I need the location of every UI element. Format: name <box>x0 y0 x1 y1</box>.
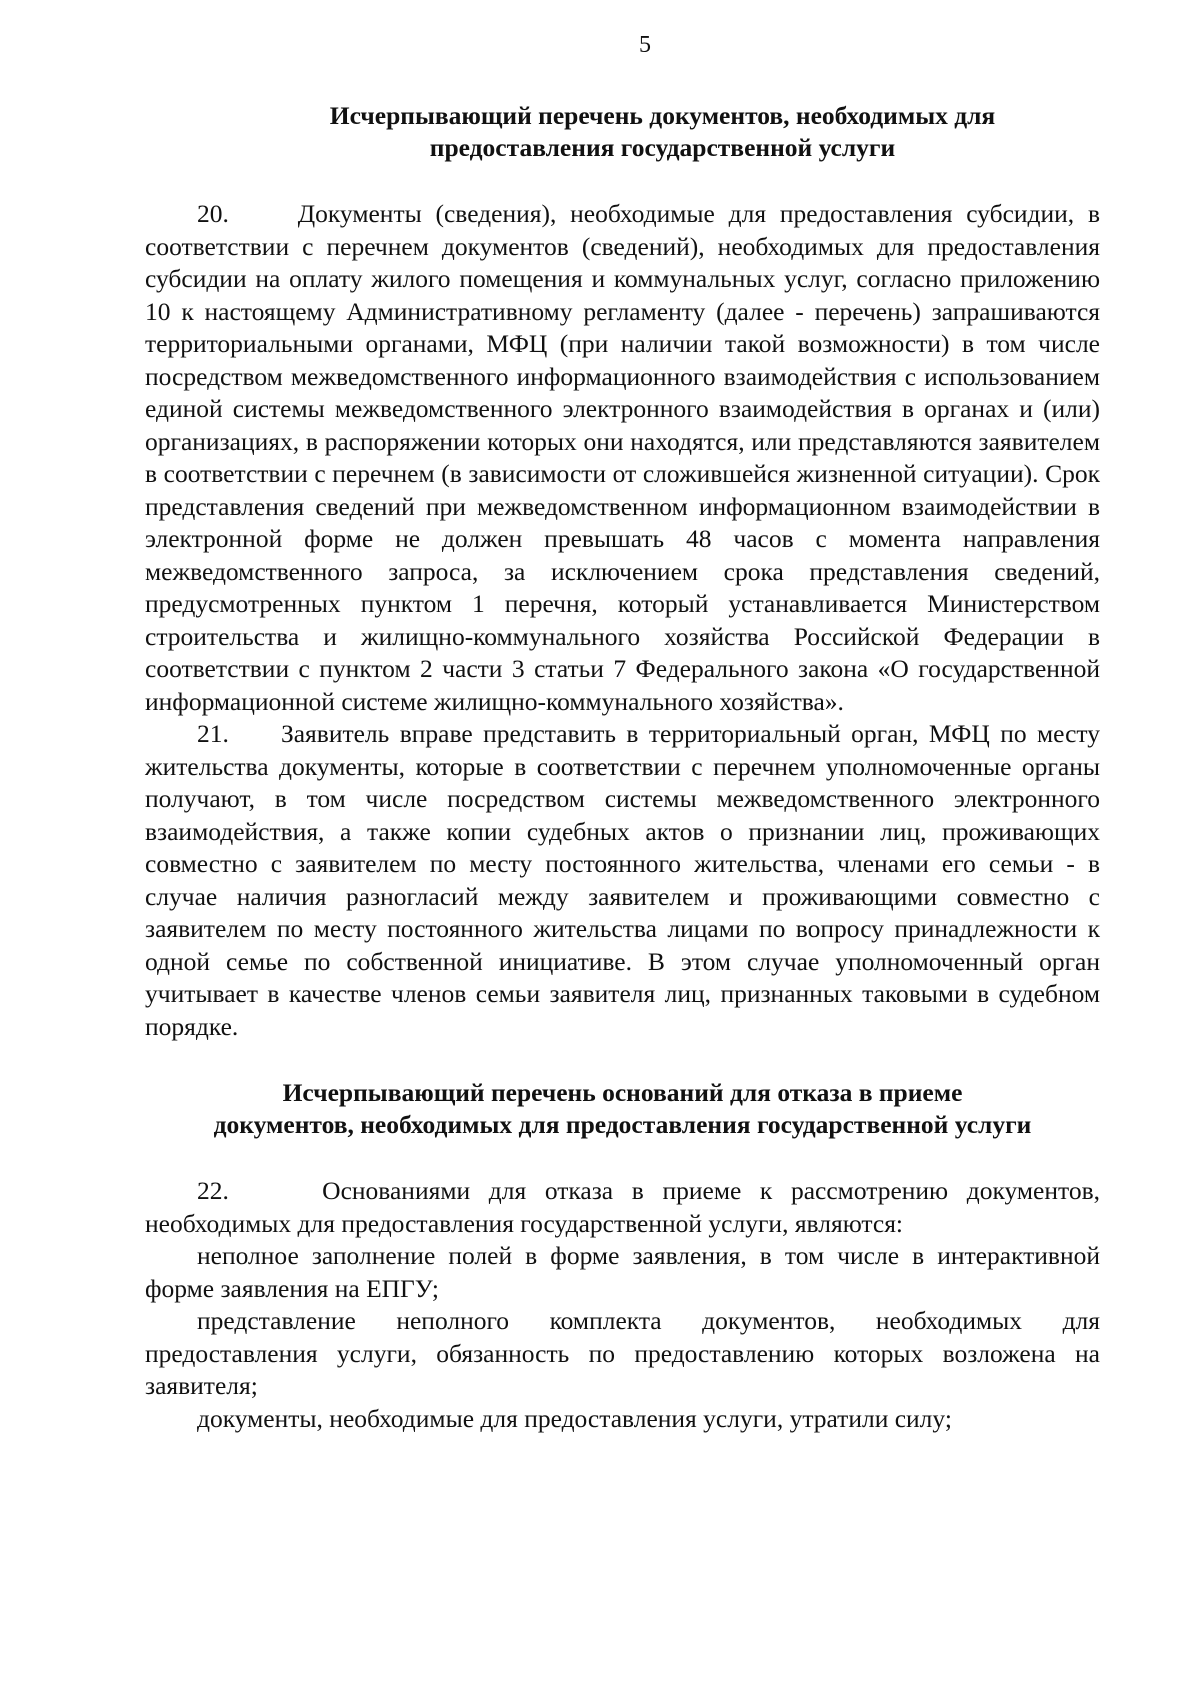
heading-line: предоставления государственной услуги <box>429 133 896 162</box>
paragraph-22: 22. Основаниями для отказа в приеме к рассмотрению документов, необходимых для предоставления государственной услуги, являются: <box>145 1176 1100 1238</box>
paragraph-20: 20. Документы (сведения), необходимые для предоставления субсидии, в соответствии с перечнем документов (сведений), необходимых для предоставления субсидии на оплату жилого помещения и коммунальных услуг, согласно приложению 10 к настоящему Административному регламенту (далее - перечень) запрашиваются территориальными органами, МФЦ (при наличии такой возможности) в том числе посредством межведомственного информационного взаимодействия с использованием единой системы межведомственного электронного взаимодействия в органах и (или) организациях, в распоряжении которых они находятся, или представляются заявителем в соответствии с перечнем (в зависимости от сложившейся жизненной ситуации). Срок представления сведений при межведомственном информационном взаимодействии в электронной форме не должен превышать 48 часов с момента направления межведомственного запроса, за исключением срока представления сведений, предусмотренных пунктом 1 перечня, который устанавливается Министерством строительства и жилищно-коммунального хозяйства Российской Федерации в соответствии с пунктом 2 части 3 статьи 7 Федерального закона «О государственной информационной системе жилищно-коммунального хозяйства». <box>145 199 1100 716</box>
section-heading-documents <box>145 100 1100 164</box>
section-refusal-grounds <box>145 1077 1100 1435</box>
list-item: неполное заполнение полей в форме заявления, в том числе в интерактивной форме заявления на ЕПГУ; <box>145 1241 1100 1303</box>
heading-line: Исчерпывающий перечень документов, необходимых для <box>329 101 996 130</box>
heading-line: Исчерпывающий перечень оснований для отказа в приеме <box>282 1078 963 1107</box>
section-documents <box>145 100 1100 1043</box>
section-heading-refusal <box>145 1077 1100 1141</box>
page-number: 5 <box>639 32 651 58</box>
heading-line: документов, необходимых для предоставления государственной услуги <box>213 1110 1032 1139</box>
list-item: представление неполного комплекта документов, необходимых для предоставления услуги, обязанность по предоставлению которых возложена на заявителя; <box>145 1306 1100 1400</box>
paragraph-21: 21. Заявитель вправе представить в территориальный орган, МФЦ по месту жительства документы, которые в соответствии с перечнем уполномоченные органы получают, в том числе посредством системы межведомственного электронного взаимодействия, а также копии судебных актов о признании лиц, проживающих совместно с заявителем по месту постоянного жительства, членами его семьи - в случае наличия разногласий между заявителем и проживающими совместно с заявителем по месту постоянного жительства лицами по вопросу принадлежности к одной семье по собственной инициативе. В этом случае уполномоченный орган учитывает в качестве членов семьи заявителя лиц, признанных таковыми в судебном порядке. <box>145 719 1100 1041</box>
list-item: документы, необходимые для предоставления услуги, утратили силу; <box>197 1403 952 1433</box>
